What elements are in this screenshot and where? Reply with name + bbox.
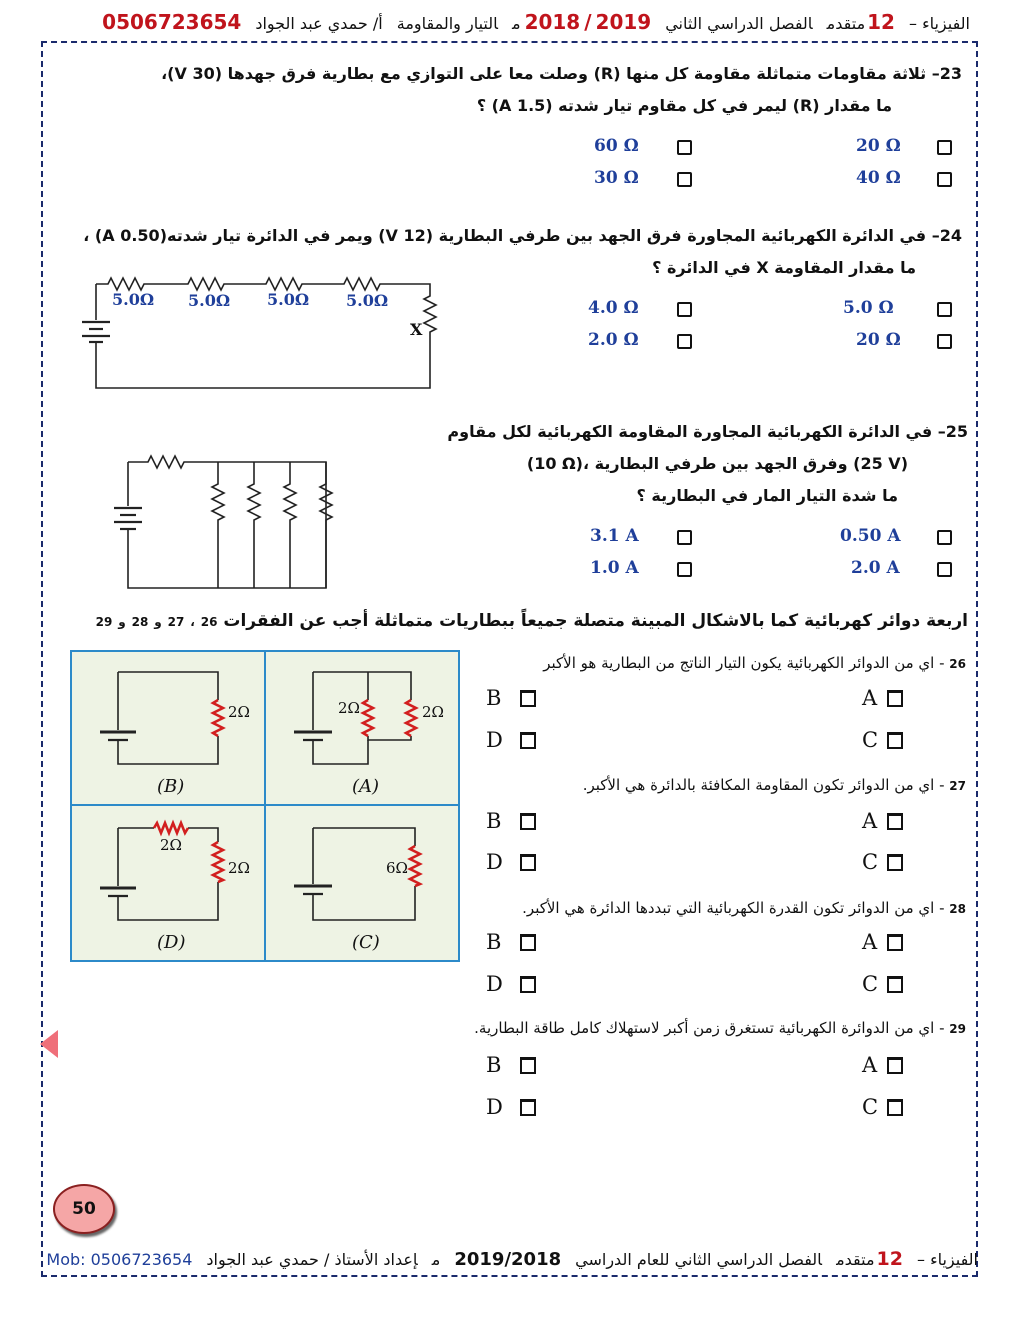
q24-option-4-checkbox[interactable] [677,334,692,349]
circuit-d-resistor-1-label: 2Ω [160,836,182,854]
circuit-a-label: (A) [352,776,380,797]
q26-choice-a-checkbox[interactable] [887,690,903,707]
header-grade-num: 12 [867,10,895,34]
page-header [90,10,970,40]
q24-option-4: 2.0 Ω [588,330,639,350]
circuit-d-label: (D) [157,932,186,953]
q24-circuit-diagram [78,268,448,392]
left-arrow-icon [40,1030,58,1058]
q26-num: 26 [949,657,966,671]
page-footer [46,1248,978,1278]
q28-text: - اي من الدوائر تكون القدرة الكهربائية التي تبددها الدائرة هي الأكبر. [522,899,945,917]
q28-text-line [470,893,966,923]
q27-choice-b-label: B [486,809,502,833]
header-grade-word: متقدم [826,14,866,33]
q28-choice-a-label: A [862,930,878,954]
footer-era: م [431,1250,441,1269]
q23-line1: 23– ثلاثة مقاومات متماثلة مقاومة كل منها (R) وصلت معا على التوازي مع بطارية فرق جهدها (30 V)، [161,64,962,83]
group-num-28: 28 [131,615,149,629]
q26-text-line [470,648,966,678]
footer-years: 2019/2018 [454,1249,562,1270]
header-era: م [511,14,521,33]
q24-option-3: 20 Ω [856,330,901,350]
group-title-line [95,604,968,638]
q24-resistor-3-label: 5.0Ω [267,290,310,309]
footer-subject: الفيزياء – [916,1250,978,1269]
q23-option-4-checkbox[interactable] [677,172,692,187]
q28-choice-d-label: D [486,972,503,996]
q27-choice-d-label: D [486,850,503,874]
q24-line1: 24– في الدائرة الكهربائية المجاورة فرق الجهد بين طرفي البطارية (12 V) ويمر في الدائرة تيار شدته(0.50 A) ، [83,226,962,245]
q25-circuit-diagram [108,448,340,592]
footer-prepared: إعداد الأستاذ / حمدي عبد الجواد [206,1250,418,1269]
q28-num: 28 [949,902,966,916]
q23-option-2-checkbox[interactable] [677,140,692,155]
q25-line2: (10 Ω)، وفرق الجهد بين طرفي البطارية (25 V) [526,454,908,473]
q23-option-1: 20 Ω [856,136,901,156]
group-sep-3: و [118,615,126,629]
q23-option-3: 40 Ω [856,168,901,188]
q25-line3: ما شدة التيار المار في البطارية ؟ [636,486,898,505]
q25-option-4-checkbox[interactable] [677,562,692,577]
q25-option-4: 1.0 A [590,558,639,578]
q26-choice-c-label: C [862,728,879,752]
header-teacher: أ/ حمدي عبد الجواد [255,14,383,33]
q25-option-1-checkbox[interactable] [937,530,952,545]
q28-choice-c-label: C [862,972,879,996]
q23-option-4: 30 Ω [594,168,639,188]
q26-choice-b-label: B [486,686,502,710]
q28-choice-d-checkbox[interactable] [520,976,536,993]
q25-option-1: 0.50 A [840,526,901,546]
header-subject: الفيزياء – [908,14,970,33]
q23-option-3-checkbox[interactable] [937,172,952,187]
q26-text: - اي من الدوائر الكهربائية يكون التيار الناتج من البطارية هو الأكبر [543,654,945,672]
q26-choice-a-label: A [862,686,878,710]
q29-choice-a-label: A [862,1053,878,1077]
circuit-a-resistor-2-label: 2Ω [422,703,444,721]
q28-choice-a-checkbox[interactable] [887,934,903,951]
group-sep-2: و [154,615,162,629]
q25-option-3: 2.0 A [851,558,900,578]
q23-option-1-checkbox[interactable] [937,140,952,155]
circuit-d-resistor-2-label: 2Ω [228,859,250,877]
q24-resistor-1-label: 5.0Ω [112,290,155,309]
four-circuits-diagram [70,650,460,962]
circuit-b-resistor-label: 2Ω [228,703,250,721]
q27-num: 27 [949,779,966,793]
header-year-b: 2019 [595,10,652,34]
q24-option-2-checkbox[interactable] [677,302,692,317]
q29-choice-b-label: B [486,1053,502,1077]
header-slash: / [584,10,592,34]
q26-choice-c-checkbox[interactable] [887,732,903,749]
q27-choice-a-checkbox[interactable] [887,813,903,830]
q24-option-1-checkbox[interactable] [937,302,952,317]
q25-option-3-checkbox[interactable] [937,562,952,577]
circuit-b-label: (B) [157,776,185,797]
group-num-29: 29 [95,615,113,629]
group-sep-1: ، [190,615,195,629]
q24-resistor-2-label: 5.0Ω [188,291,231,310]
q26-choice-d-label: D [486,728,503,752]
footer-mob: Mob: 0506723654 [46,1250,193,1269]
circuit-c-resistor-label: 6Ω [386,859,408,877]
q27-choice-c-checkbox[interactable] [887,854,903,871]
q24-option-1: 5.0 Ω [843,298,894,318]
q27-choice-c-label: C [862,850,879,874]
q28-choice-b-label: B [486,930,502,954]
q29-choice-d-checkbox[interactable] [520,1099,536,1116]
header-phone: 0506723654 [102,10,242,34]
header-semester: الفصل الدراسي الثاني [665,14,813,33]
group-num-27: 27 [167,615,185,629]
circuit-a-resistor-1-label: 2Ω [338,699,360,717]
q26-choice-b-checkbox[interactable] [520,690,536,707]
q24-resistor-4-label: 5.0Ω [346,291,389,310]
q29-num: 29 [949,1022,966,1036]
q24-line2: ما مقدار المقاومة X في الدائرة ؟ [652,258,916,277]
q27-text-line [470,770,966,800]
circuit-c-label: (C) [352,932,380,953]
q28-choice-b-checkbox[interactable] [520,934,536,951]
header-year-a: 2018 [524,10,581,34]
q27-text: - اي من الدوائر تكون المقاومة المكافئة بالدائرة هي الأكبر. [582,776,945,794]
q27-choice-d-checkbox[interactable] [520,854,536,871]
group-num-26: 26 [200,615,218,629]
page-number-badge: 50 [53,1184,115,1234]
q27-choice-a-label: A [862,809,878,833]
q29-choice-b-checkbox[interactable] [520,1057,536,1074]
q28-choice-c-checkbox[interactable] [887,976,903,993]
q27-choice-b-checkbox[interactable] [520,813,536,830]
q24-x-label: X [410,320,423,339]
footer-grade-num: 12 [876,1248,903,1270]
q25-option-2-checkbox[interactable] [677,530,692,545]
q24-option-2: 4.0 Ω [588,298,639,318]
q25-option-2: 3.1 A [590,526,639,546]
q26-choice-d-checkbox[interactable] [520,732,536,749]
group-title: اربعة دوائر كهربائية كما بالاشكال المبينة متصلة جميعاً ببطاريات متماثلة أجب عن الفقرات [223,611,968,631]
q29-text-line [470,1013,966,1043]
q29-choice-c-checkbox[interactable] [887,1099,903,1116]
q29-choice-d-label: D [486,1095,503,1119]
q23-line2: ما مقدار (R) ليمر في كل مقاوم تيار شدته (1.5 A) ؟ [476,96,892,115]
q29-text: - اي من الدوائرة الكهربائية تستغرق زمن أكبر لاستهلاك كامل طاقة البطارية. [474,1019,945,1037]
header-unit: التيار والمقاومة [396,14,498,33]
q23-option-2: 60 Ω [594,136,639,156]
q29-choice-c-label: C [862,1095,879,1119]
q29-choice-a-checkbox[interactable] [887,1057,903,1074]
q25-line1: 25– في الدائرة الكهربائية المجاورة المقاومة الكهربائية لكل مقاوم [447,422,968,441]
footer-semester: الفصل الدراسي الثاني للعام الدراسي [575,1250,823,1269]
q24-option-3-checkbox[interactable] [937,334,952,349]
footer-grade-word: متقدم [836,1250,875,1269]
